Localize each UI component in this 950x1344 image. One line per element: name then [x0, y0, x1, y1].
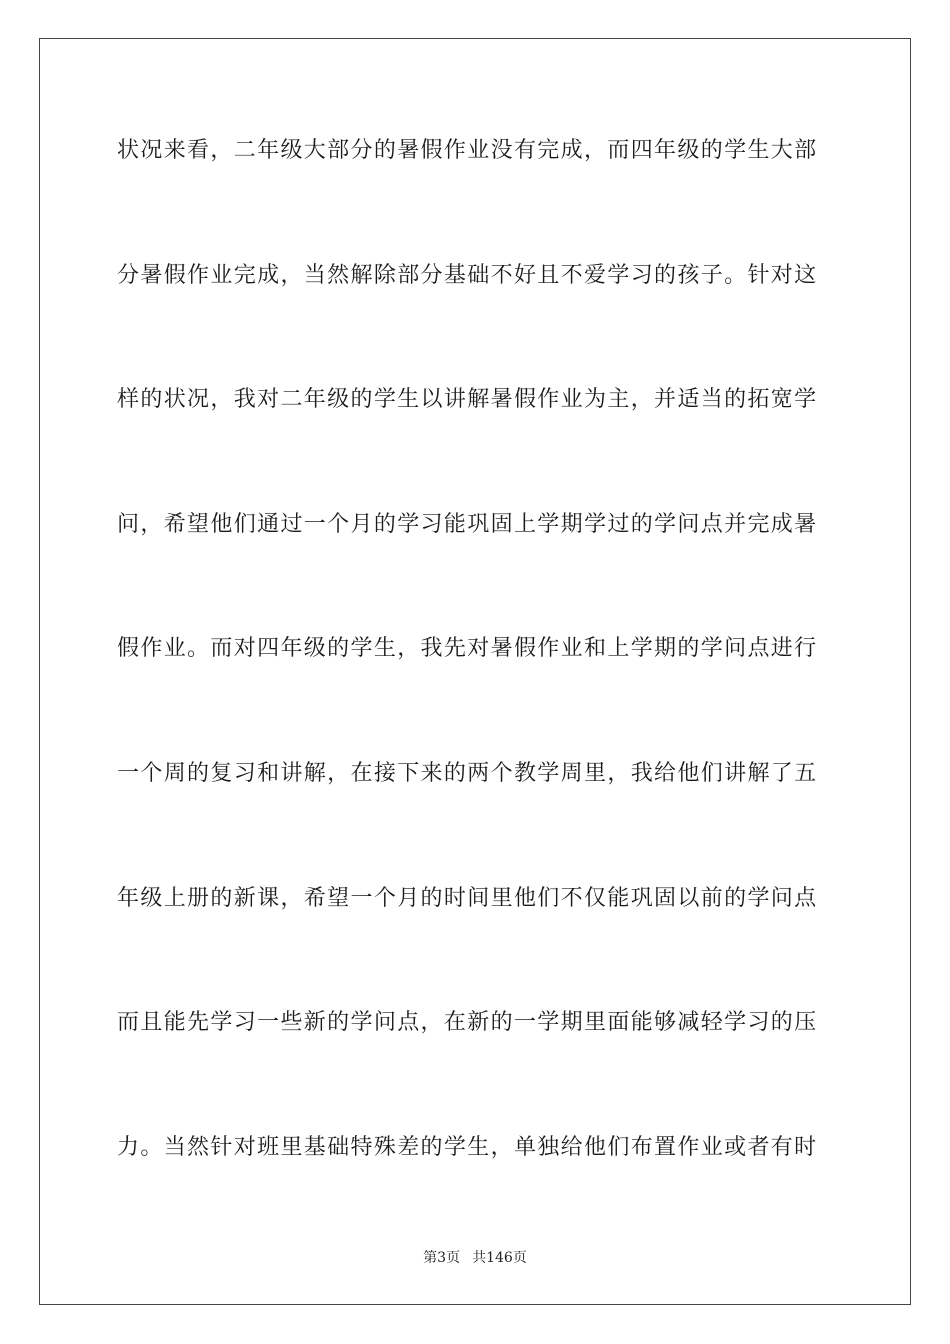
text-line: 问，希望他们通过一个月的学习能巩固上学期学过的学问点并完成暑 — [117, 511, 818, 537]
document-body — [117, 110, 837, 1231]
text-line: 一个周的复习和讲解，在接下来的两个教学周里，我给他们讲解了五 — [117, 760, 818, 786]
total-pages: 共146页 — [472, 1250, 527, 1266]
page-number: 第3页 — [423, 1250, 461, 1266]
text-line: 而且能先学习一些新的学问点，在新的一学期里面能够减轻学习的压 — [117, 1010, 818, 1036]
text-line: 状况来看，二年级大部分的暑假作业没有完成，而四年级的学生大部 — [117, 138, 818, 163]
text-line: 分暑假作业完成，当然解除部分基础不好且不爱学习的孩子。针对这 — [117, 262, 818, 288]
text-line: 年级上册的新课，希望一个月的时间里他们不仅能巩固以前的学问点 — [117, 885, 818, 911]
text-line: 样的状况，我对二年级的学生以讲解暑假作业为主，并适当的拓宽学 — [117, 387, 818, 413]
text-line: 假作业。而对四年级的学生，我先对暑假作业和上学期的学问点进行 — [117, 636, 818, 662]
page-footer — [0, 1247, 950, 1267]
text-line: 力。当然针对班里基础特殊差的学生，单独给他们布置作业或者有时 — [117, 1134, 818, 1160]
